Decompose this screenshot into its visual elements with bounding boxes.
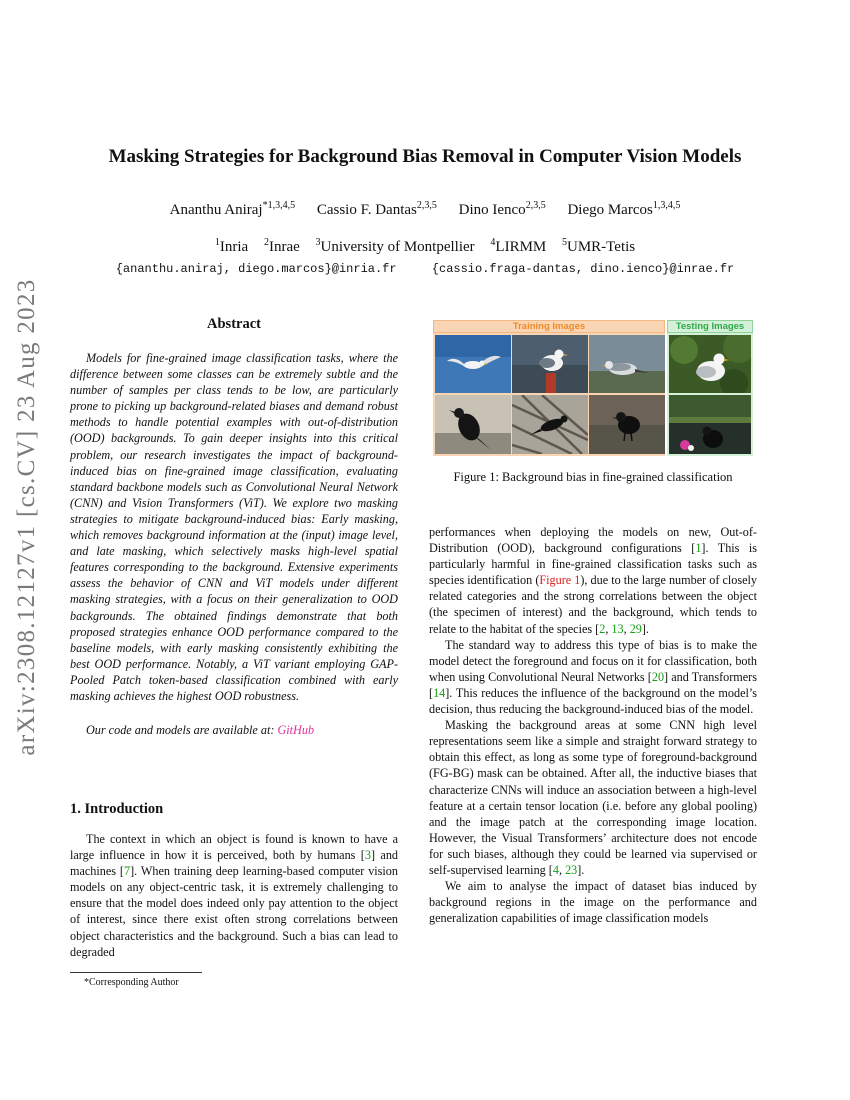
citation-link[interactable]: 23 xyxy=(565,862,578,877)
footnote: *Corresponding Author xyxy=(84,977,179,988)
citation-link[interactable]: 3 xyxy=(364,848,371,863)
arxiv-id: arXiv:2308.12127v1 [cs.CV] 23 Aug 2023 xyxy=(13,278,40,756)
testing-images-column xyxy=(667,333,753,456)
citation-link[interactable]: 13 xyxy=(611,621,624,636)
training-images-grid xyxy=(433,333,665,456)
affiliation: $^1$Inria xyxy=(214,237,249,255)
author: Cassio F. Dantas$^{2,3,5}$ xyxy=(316,200,437,218)
citation-link[interactable]: 7 xyxy=(124,864,131,879)
citation-link[interactable]: 4 xyxy=(552,862,559,877)
affiliation: $^3$University of Montpellier xyxy=(315,237,475,255)
email-inrae: {cassio.fraga-dantas, dino.ienco}@inrae.fr xyxy=(431,262,735,276)
abstract-body: Models for fine-grained image classification tasks, where the difference between some classes can be extremely subtle and the number of samples per class tends to be low, are particularly prone to picking up background-related biases and demand robust methods to handle potential examples with out-of-distribution (OOD) backgrounds. To gain deeper insights into this critical problem, our research investigates the impact of background-induced bias on fine-grained image classification, evaluating standard backbone models such as Convolutional Neural Network (CNN) and Vision Transformers (ViT). We explore two masking strategies to mitigate background-induced bias: Early masking, which removes background information at the (input) image level, and late masking, which selectively masks high-level spatial features corresponding to the background. Extensive experiments assess the behavior of CNN and ViT models under different masking strategies, with a focus on their generalization to OOD backgrounds. The obtained findings demonstrate that both proposed strategies enhance OOD performance compared to the baseline models, with early masking consistently exhibiting the best OOD performance. Notably, a ViT variant employing GAP-Pooled Patch token-based classification combined with early masking achieves the highest OOD robustness. xyxy=(70,351,398,703)
arxiv-sidebar-stamp xyxy=(2,278,52,756)
citation-link[interactable]: 2 xyxy=(599,621,606,636)
figure-reference-link[interactable]: Figure 1 xyxy=(539,573,581,588)
training-image-crow-ground xyxy=(589,395,665,454)
affiliation-list xyxy=(0,237,850,256)
body-paragraph: The standard way to address this type of bias is to make the model detect the foreground and focus on it for classification, both when using Convolutional Neural Networks [20] and Transformers [14]. This reduces the influence of the background on the model’s decision, thus reducing the background-induced bias of the model. xyxy=(429,637,757,717)
testing-image-gull-bushes xyxy=(669,335,751,393)
citation-link[interactable]: 1 xyxy=(695,541,702,556)
affiliation: $^5$UMR-Tetis xyxy=(562,237,636,255)
body-paragraph: performances when deploying the models on new, Out-of-Distribution (OOD), background configurations [1]. This is particularly harmful in fine-grained classification tasks such as species identification (Figure 1), due to the large number of closely related categories and the strong correlations between the object (the specimen of interest) and the background, which tends to relate to the habitat of the species [2, 13, 29]. xyxy=(429,525,758,636)
testing-images-header: Testing Images xyxy=(667,320,753,333)
affiliation: $^2$Inrae xyxy=(263,237,300,255)
body-paragraph: We aim to analyse the impact of dataset bias induced by background regions in the image on the performance and generalization capabilities of image classification models xyxy=(429,879,757,926)
author: Dino Ienco$^{2,3,5}$ xyxy=(458,200,546,218)
code-availability: Our code and models are available at: GitHub xyxy=(86,723,315,737)
author: Ananthu Aniraj$^{*1,3,4,5}$ xyxy=(169,200,296,218)
training-image-crow-branches xyxy=(512,395,588,454)
testing-image-crow-water xyxy=(669,395,751,454)
email-list xyxy=(0,262,850,276)
training-image-gull-water xyxy=(589,335,665,393)
figure-background-bias xyxy=(433,320,753,456)
body-paragraph: Masking the background areas at some CNN high level representations seem like a simple and straight forward strategy to obtain this effect, as long as some type of foreground-background (FG-BG) mask can be obtained. After all, the inductive biases that characterize CNNs will induce an association between a high-level feature at a certain tensor location (i.e. before any global pooling) and the image patch at the corresponding image location. However, the Visual Transformers’ architecture does not encode for such biases, although they could be learned via supervised or self-supervised learning [4, 23]. xyxy=(429,718,757,877)
figure-caption: Figure 1: Background bias in fine-grained classification xyxy=(453,470,733,484)
training-image-crow-wall xyxy=(435,395,511,454)
author-list xyxy=(0,200,850,219)
training-images-header: Training Images xyxy=(433,320,665,333)
footnote-rule xyxy=(70,972,202,973)
citation-link[interactable]: 14 xyxy=(433,685,446,700)
citation-link[interactable]: 20 xyxy=(651,669,665,684)
abstract-heading: Abstract xyxy=(207,316,261,332)
training-image-gull-sky xyxy=(435,335,511,393)
affiliation: $^4$LIRMM xyxy=(490,237,547,255)
training-image-gull-post xyxy=(512,335,588,393)
author: Diego Marcos$^{1,3,4,5}$ xyxy=(567,200,681,218)
section-heading-introduction: 1. Introduction xyxy=(70,801,164,817)
intro-paragraph: The context in which an object is found is known to have a large influence in how it is perceived, both by humans [3] and machines [7]. When training deep learning-based computer vision models on any object-centric task, it is extremely challenging to ensure that the model does indeed only pay attention to the object of interest, since there exist often strong correlations between object characteristics and the background. Such a bias can lead to degraded xyxy=(70,832,399,959)
email-inria: {ananthu.aniraj, diego.marcos}@inria.fr xyxy=(115,262,397,276)
right-column-text xyxy=(429,524,757,926)
citation-link[interactable]: 29 xyxy=(629,621,642,636)
paper-title: Masking Strategies for Background Bias Removal in Computer Vision Models xyxy=(108,146,742,167)
github-link[interactable]: GitHub xyxy=(277,723,315,737)
